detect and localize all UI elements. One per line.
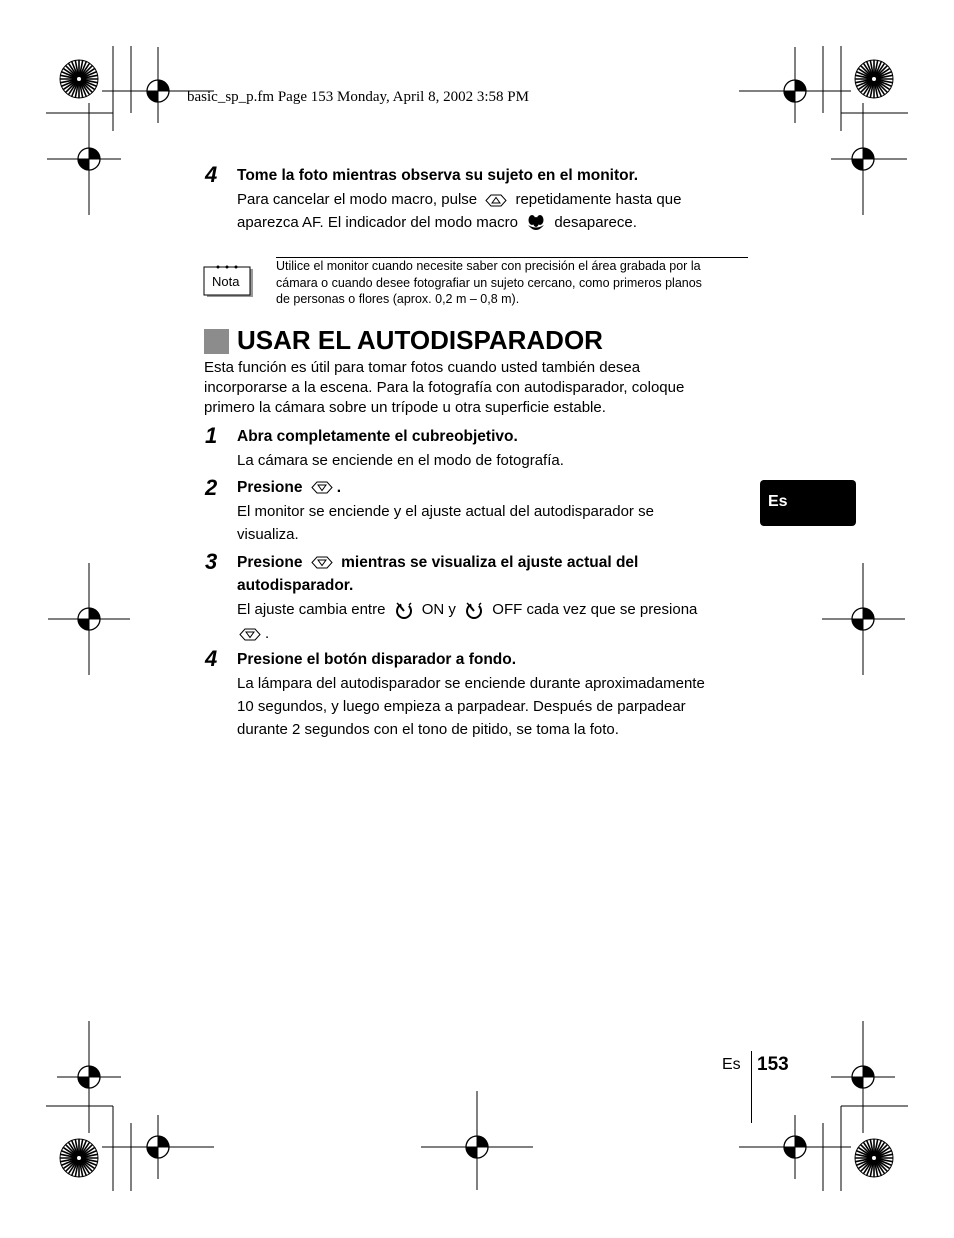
step-text: La cámara se enciende en el modo de fotografía. bbox=[237, 452, 564, 469]
step-title: Presione mientras se visualiza el ajuste actual del bbox=[237, 554, 639, 571]
self-timer-icon bbox=[394, 600, 414, 620]
step-text: visualiza. bbox=[237, 526, 299, 543]
macro-flower-icon bbox=[526, 213, 546, 233]
section-marker bbox=[204, 329, 229, 354]
page-number: 153 bbox=[757, 1054, 789, 1075]
step-text: . bbox=[237, 622, 269, 645]
footer-divider bbox=[751, 1051, 752, 1123]
step-title: autodisparador. bbox=[237, 577, 354, 594]
up-arrow-button-icon bbox=[485, 194, 507, 207]
step-text: La lámpara del autodisparador se enciende durante aproximadamente 10 segundos, y luego empieza a parpadear. Después de parpadear durante 2 segundos con el tono de pitido, se toma la foto. bbox=[237, 675, 705, 738]
down-arrow-button-icon bbox=[239, 628, 261, 641]
footer-lang: Es bbox=[722, 1056, 741, 1073]
step-number: 4 bbox=[205, 162, 218, 187]
step-text: El monitor se enciende y el ajuste actual del autodisparador se bbox=[237, 503, 654, 520]
down-arrow-button-icon bbox=[311, 481, 333, 494]
file-header: basic_sp_p.fm Page 153 Monday, April 8, 2002 3:58 PM bbox=[187, 89, 529, 105]
language-tab: Es bbox=[760, 480, 856, 526]
step-text: aparezca AF. El indicador del modo macro desaparece. bbox=[237, 211, 637, 234]
section-title: USAR EL AUTODISPARADOR bbox=[237, 325, 603, 355]
note-label: Nota bbox=[212, 274, 240, 289]
section-intro: Esta función es útil para tomar fotos cuando usted también desea incorporarse a la escena. Para la fotografía con autodisparador, coloque primero la cámara sobre un trípode u otra superficie estable. bbox=[204, 359, 685, 416]
step-number: 3 bbox=[205, 549, 218, 574]
note-text: Utilice el monitor cuando necesite saber con precisión el área grabada por la cámara o cuando desee fotografiar un sujeto cercano, como primeros planos de personas o flores (aprox. 0,2 m – 0,8 m). bbox=[276, 259, 702, 306]
self-timer-icon bbox=[464, 600, 484, 620]
step-number: 2 bbox=[205, 475, 218, 500]
step-number: 4 bbox=[205, 646, 218, 671]
step-text: El ajuste cambia entre ON y OFF cada vez que se presiona bbox=[237, 598, 697, 621]
down-arrow-button-icon bbox=[311, 556, 333, 569]
step-title: Abra completamente el cubreobjetivo. bbox=[237, 428, 518, 445]
step-title: Presione el botón disparador a fondo. bbox=[237, 651, 517, 668]
step-title: Tome la foto mientras observa su sujeto en el monitor. bbox=[237, 167, 639, 184]
step-number: 1 bbox=[205, 423, 218, 448]
step-title: Presione . bbox=[237, 479, 342, 496]
step-text: Para cancelar el modo macro, pulse repetidamente hasta que bbox=[237, 191, 682, 208]
